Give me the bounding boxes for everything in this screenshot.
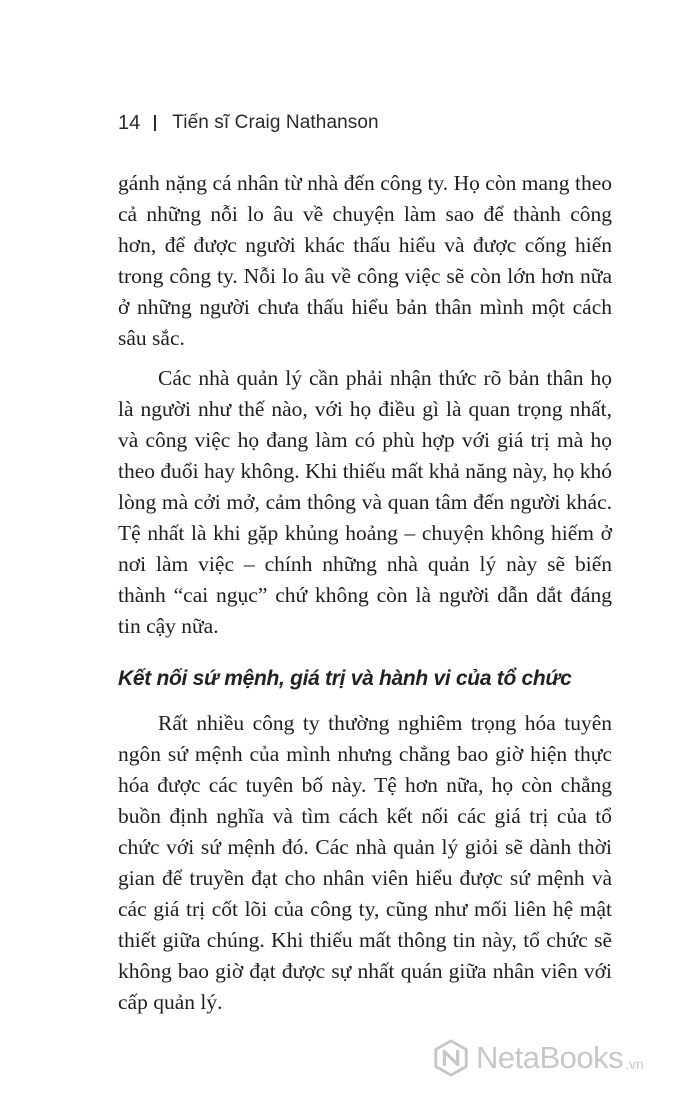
running-header [118,108,379,138]
section-heading: Kết nối sứ mệnh, giá trị và hành vi của tổ chức [118,667,572,690]
paragraph-mission: Rất nhiều công ty thường nghiêm trọng hóa tuyên ngôn sứ mệnh của mình nhưng chẳng bao giờ hiện thực hóa được các tuyên bố này. Tệ hơn nữa, họ còn chẳng buồn định nghĩa và tìm cách kết nối các giá trị của tổ chức với sứ mệnh đó. Các nhà quản lý giỏi sẽ dành thời gian để truyền đạt cho nhân viên hiểu được sứ mệnh và các giá trị cốt lõi của công ty, cũng như mối liên hệ mật thiết giữa chúng. Khi thiếu mất thông tin này, tổ chức sẽ không bao giờ đạt được sự nhất quán giữa nhân viên với cấp quản lý. [118,711,612,1014]
paragraph-managers: Các nhà quản lý cần phải nhận thức rõ bản thân họ là người như thế nào, với họ điều gì là quan trọng nhất, và công việc họ đang làm có phù hợp với giá trị mà họ theo đuổi hay không. Khi thiếu mất khả năng này, họ khó lòng mà cởi mở, cảm thông và quan tâm đến người khác. Tệ nhất là khi gặp khủng hoảng – chuyện không hiếm ở nơi làm việc – chính những nhà quản lý này sẽ biến thành “cai ngục” chứ không còn là người dẫn dắt đáng tin cậy nữa. [118,366,612,638]
header-separator [154,115,156,131]
running-header-author: Tiến sĩ Craig Nathanson [172,112,379,133]
paragraph-continued: gánh nặng cá nhân từ nhà đến công ty. Họ còn mang theo cả những nỗi lo âu về chuyện làm sao để thành công hơn, để được người khác thấu hiểu và được cống hiến trong công ty. Nỗi lo âu về công việc sẽ còn lớn hơn nữa ở những người chưa thấu hiểu bản thân mình một cách sâu sắc. [118,171,612,350]
watermark-suffix: .vn [625,1056,644,1072]
page-number: 14 [118,111,141,134]
watermark-brand: NetaBooks [476,1040,624,1075]
watermark [432,1038,644,1078]
page-body [118,168,612,1018]
netabooks-logo-icon [432,1039,470,1077]
